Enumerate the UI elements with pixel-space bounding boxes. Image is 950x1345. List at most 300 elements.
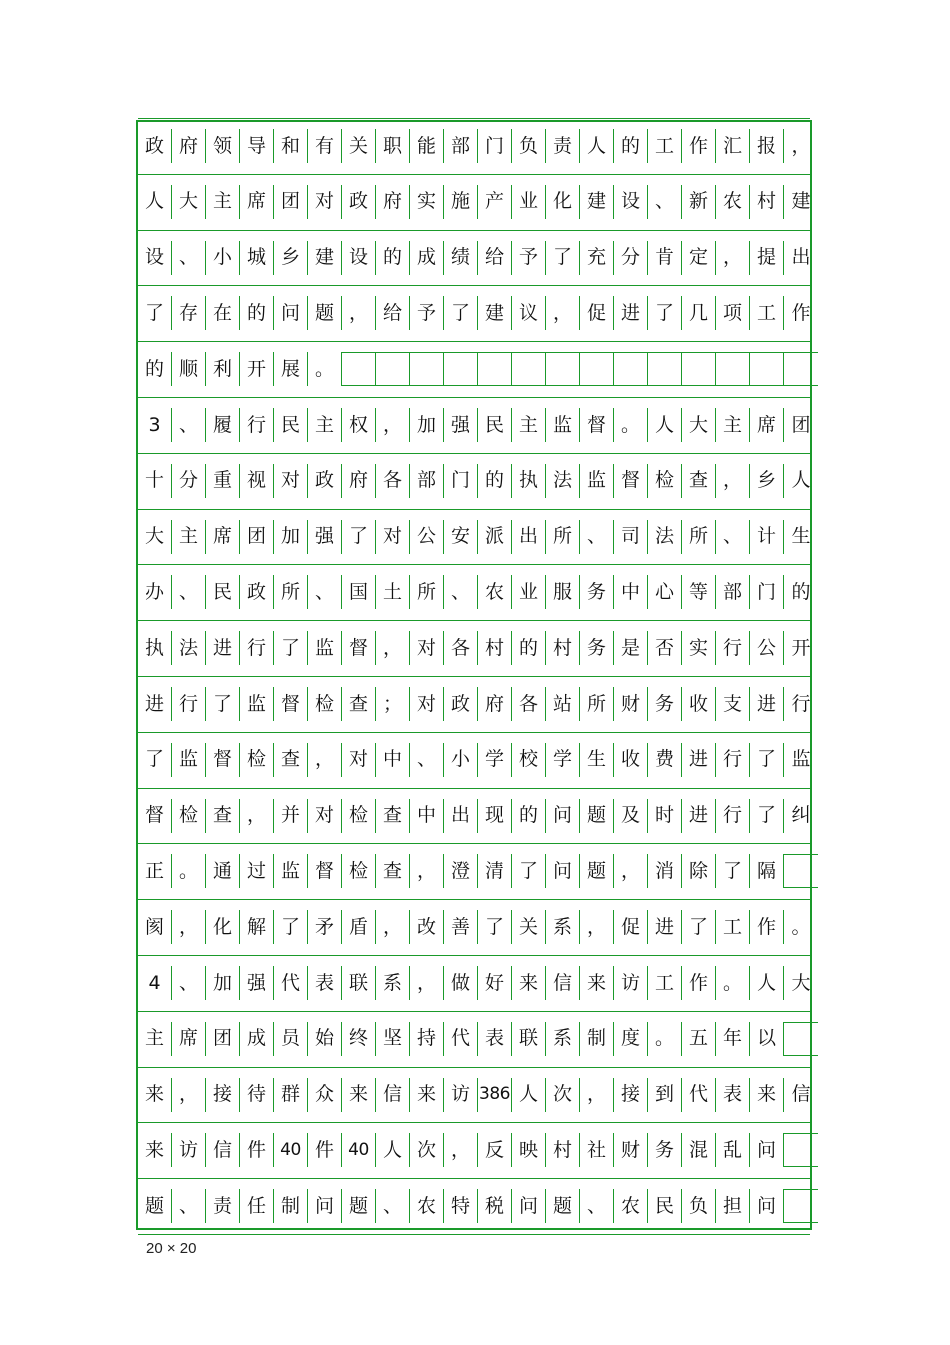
grid-cell: 施	[444, 185, 478, 219]
row-separator	[138, 230, 810, 231]
grid-cell: 领	[206, 129, 240, 163]
grid-cell: 。	[791, 915, 811, 938]
grid-cell: 了	[750, 743, 784, 777]
grid-cell: 访	[444, 1078, 478, 1112]
grid-cell: 门	[478, 129, 512, 163]
grid-cell: 众	[308, 1078, 342, 1112]
grid-cell: 检	[308, 687, 342, 721]
grid-cell: 强	[444, 408, 478, 442]
grid-cell: 部	[410, 464, 444, 498]
grid-cell	[784, 1022, 818, 1056]
grid-cell: 建	[791, 190, 811, 213]
grid-cell: 促	[580, 296, 614, 330]
grid-cell: 件	[240, 1133, 274, 1167]
grid-cell: 能	[410, 129, 444, 163]
grid-cell: 年	[716, 1022, 750, 1056]
row-separator	[138, 732, 810, 733]
row-separator	[138, 1067, 810, 1068]
grid-cell: 问	[274, 296, 308, 330]
grid-cell: 人	[580, 129, 614, 163]
grid-cell: 度	[614, 1022, 648, 1056]
row-separator	[138, 453, 810, 454]
grid-cell: 中	[376, 743, 410, 777]
grid-cell: 、	[580, 520, 614, 554]
grid-cell: 督	[138, 799, 172, 833]
grid-cell: 了	[716, 854, 750, 888]
grid-cell: 制	[274, 1189, 308, 1223]
grid-cell: 部	[716, 575, 750, 609]
grid-row	[138, 352, 818, 386]
grid-cell: 行	[716, 631, 750, 665]
grid-cell: ，	[342, 296, 376, 330]
grid-cell	[784, 1189, 818, 1223]
grid-cell: 成	[240, 1022, 274, 1056]
grid-cell	[784, 1133, 818, 1167]
grid-cell: 部	[444, 129, 478, 163]
grid-cell: 监	[274, 854, 308, 888]
grid-cell: 主	[512, 408, 546, 442]
grid-cell: 清	[478, 854, 512, 888]
grid-cell: 坚	[376, 1022, 410, 1056]
grid-cell: 检	[172, 799, 206, 833]
grid-cell: 访	[614, 966, 648, 1000]
grid-cell: 业	[512, 575, 546, 609]
grid-cell: 工	[750, 296, 784, 330]
grid-cell: 加	[410, 408, 444, 442]
grid-cell: 的	[376, 241, 410, 275]
grid-cell: ，	[172, 1078, 206, 1112]
grid-row	[138, 687, 818, 721]
grid-cell: 出	[791, 246, 811, 269]
row-separator	[138, 118, 810, 119]
grid-cell: 土	[376, 575, 410, 609]
grid-cell: 现	[478, 799, 512, 833]
grid-cell: 来	[512, 966, 546, 1000]
grid-cell	[342, 352, 376, 386]
grid-cell: 来	[138, 1078, 172, 1112]
manuscript-grid	[136, 120, 812, 1230]
row-separator	[138, 341, 810, 342]
grid-cell: 的	[512, 799, 546, 833]
grid-cell: 各	[376, 464, 410, 498]
grid-cell: 农	[410, 1189, 444, 1223]
grid-cell: 对	[410, 687, 444, 721]
grid-cell: 办	[138, 575, 172, 609]
grid-cell: 来	[410, 1078, 444, 1112]
grid-cell: 进	[206, 631, 240, 665]
grid-cell: 出	[444, 799, 478, 833]
grid-cell: 监	[172, 743, 206, 777]
grid-cell: 财	[614, 687, 648, 721]
grid-cell: 汇	[716, 129, 750, 163]
grid-cell: 提	[750, 241, 784, 275]
grid-cell: 了	[682, 910, 716, 944]
grid-cell: 代	[682, 1078, 716, 1112]
grid-row	[138, 520, 818, 554]
grid-cell: 村	[546, 631, 580, 665]
grid-cell: 务	[648, 687, 682, 721]
grid-cell: 。	[716, 966, 750, 1000]
grid-cell: 实	[682, 631, 716, 665]
grid-cell: 业	[512, 185, 546, 219]
grid-cell: 信	[546, 966, 580, 1000]
grid-cell: 支	[716, 687, 750, 721]
grid-cell: 问	[750, 1133, 784, 1167]
grid-cell: 化	[546, 185, 580, 219]
row-separator	[138, 1122, 810, 1123]
grid-cell: 、	[580, 1189, 614, 1223]
grid-cell: 生	[791, 525, 811, 548]
grid-cell: 大	[682, 408, 716, 442]
grid-cell: 派	[478, 520, 512, 554]
grid-cell	[410, 352, 444, 386]
grid-cell: 工	[716, 910, 750, 944]
row-separator	[138, 1234, 810, 1235]
grid-cell: 题	[580, 799, 614, 833]
grid-cell: 题	[138, 1189, 172, 1223]
grid-cell: 设	[342, 241, 376, 275]
grid-cell: 监	[791, 748, 811, 771]
grid-cell: 化	[206, 910, 240, 944]
grid-cell: 和	[274, 129, 308, 163]
grid-cell: 建	[308, 241, 342, 275]
grid-cell: 督	[206, 743, 240, 777]
grid-cell: 题	[342, 1189, 376, 1223]
grid-row	[138, 854, 818, 888]
grid-cell: ，	[410, 854, 444, 888]
grid-cell: 几	[682, 296, 716, 330]
grid-cell: 税	[478, 1189, 512, 1223]
grid-cell: 公	[750, 631, 784, 665]
grid-cell: 任	[240, 1189, 274, 1223]
grid-row	[138, 296, 818, 330]
grid-cell: 村	[478, 631, 512, 665]
grid-cell: 人	[791, 469, 811, 492]
grid-cell: 表	[716, 1078, 750, 1112]
grid-cell: 各	[512, 687, 546, 721]
grid-cell: 代	[274, 966, 308, 1000]
grid-cell	[512, 352, 546, 386]
grid-cell: 4	[138, 966, 172, 1000]
grid-cell: 新	[682, 185, 716, 219]
grid-cell	[614, 352, 648, 386]
grid-cell: 善	[444, 910, 478, 944]
grid-row	[138, 241, 818, 275]
grid-cell: 的	[240, 296, 274, 330]
grid-cell: 所	[410, 575, 444, 609]
grid-cell: 检	[648, 464, 682, 498]
grid-cell: 问	[308, 1189, 342, 1223]
grid-cell: 人	[138, 185, 172, 219]
grid-cell: 查	[682, 464, 716, 498]
row-separator	[138, 1178, 810, 1179]
grid-cell: 督	[614, 464, 648, 498]
grid-cell: 小	[206, 241, 240, 275]
grid-cell: ，	[172, 910, 206, 944]
grid-cell: 利	[206, 352, 240, 386]
grid-cell: 存	[172, 296, 206, 330]
grid-cell: 纠	[791, 804, 811, 827]
grid-cell: 、	[444, 575, 478, 609]
grid-cell: 进	[614, 296, 648, 330]
grid-cell: 民	[478, 408, 512, 442]
grid-cell: 查	[376, 854, 410, 888]
grid-cell: 问	[546, 854, 580, 888]
grid-cell: 的	[614, 129, 648, 163]
grid-cell: 督	[308, 854, 342, 888]
grid-cell: 、	[172, 575, 206, 609]
grid-cell: 绩	[444, 241, 478, 275]
grid-cell: 3	[138, 408, 172, 442]
grid-cell: 负	[512, 129, 546, 163]
row-separator	[138, 955, 810, 956]
grid-cell: 行	[716, 799, 750, 833]
grid-cell: 团	[240, 520, 274, 554]
grid-cell: 特	[444, 1189, 478, 1223]
grid-cell: 到	[648, 1078, 682, 1112]
grid-cell: 加	[274, 520, 308, 554]
grid-cell: 务	[580, 575, 614, 609]
grid-cell: 制	[580, 1022, 614, 1056]
grid-cell: 督	[580, 408, 614, 442]
grid-cell: 政	[138, 129, 172, 163]
grid-cell: 府	[478, 687, 512, 721]
grid-row	[138, 1133, 818, 1167]
grid-row	[138, 966, 818, 1000]
grid-cell: 进	[138, 687, 172, 721]
grid-cell: 有	[308, 129, 342, 163]
grid-cell: 视	[240, 464, 274, 498]
grid-cell: 对	[410, 631, 444, 665]
grid-cell: 监	[546, 408, 580, 442]
grid-cell: 公	[410, 520, 444, 554]
grid-cell: 权	[342, 408, 376, 442]
grid-cell: 农	[478, 575, 512, 609]
grid-cell: 次	[410, 1133, 444, 1167]
grid-cell: 人	[512, 1078, 546, 1112]
grid-cell: 政	[308, 464, 342, 498]
grid-cell: 府	[172, 129, 206, 163]
grid-cell: 席	[172, 1022, 206, 1056]
grid-cell: 担	[716, 1189, 750, 1223]
grid-cell: 责	[206, 1189, 240, 1223]
grid-cell	[376, 352, 410, 386]
grid-cell: 系	[546, 1022, 580, 1056]
grid-row	[138, 185, 818, 219]
row-separator	[138, 174, 810, 175]
grid-cell: 关	[512, 910, 546, 944]
grid-row	[138, 743, 818, 777]
grid-cell: 对	[274, 464, 308, 498]
grid-cell: 报	[750, 129, 784, 163]
grid-cell	[580, 352, 614, 386]
grid-cell: 解	[240, 910, 274, 944]
grid-cell: 检	[342, 799, 376, 833]
grid-cell: 民	[274, 408, 308, 442]
grid-cell: 工	[648, 129, 682, 163]
grid-cell: ；	[376, 687, 410, 721]
grid-cell: 村	[546, 1133, 580, 1167]
grid-cell: 安	[444, 520, 478, 554]
grid-row	[138, 910, 818, 944]
grid-cell: 表	[478, 1022, 512, 1056]
grid-cell: 心	[648, 575, 682, 609]
grid-cell: 费	[648, 743, 682, 777]
grid-cell: ，	[716, 464, 750, 498]
grid-cell	[682, 352, 716, 386]
grid-cell: 议	[512, 296, 546, 330]
grid-cell: 设	[138, 241, 172, 275]
grid-cell: 题	[546, 1189, 580, 1223]
grid-cell: 访	[172, 1133, 206, 1167]
grid-cell: 对	[376, 520, 410, 554]
grid-cell: 时	[648, 799, 682, 833]
grid-cell: 、	[716, 520, 750, 554]
grid-cell: 务	[648, 1133, 682, 1167]
row-separator	[138, 843, 810, 844]
grid-cell: 查	[206, 799, 240, 833]
grid-cell: 小	[444, 743, 478, 777]
grid-cell: 正	[138, 854, 172, 888]
grid-cell: 了	[444, 296, 478, 330]
grid-cell: 、	[172, 1189, 206, 1223]
grid-cell: 务	[580, 631, 614, 665]
grid-cell: 的	[478, 464, 512, 498]
grid-cell: 来	[138, 1133, 172, 1167]
grid-cell: 充	[580, 241, 614, 275]
grid-cell: 站	[546, 687, 580, 721]
grid-cell: ，	[580, 1078, 614, 1112]
grid-cell: 题	[580, 854, 614, 888]
grid-cell: 联	[342, 966, 376, 1000]
grid-cell: 席	[240, 185, 274, 219]
grid-cell: 校	[512, 743, 546, 777]
grid-cell: 服	[546, 575, 580, 609]
grid-cell: 作	[682, 129, 716, 163]
grid-cell: 成	[410, 241, 444, 275]
grid-cell: 进	[682, 799, 716, 833]
grid-cell: 收	[682, 687, 716, 721]
grid-cell: 进	[648, 910, 682, 944]
grid-cell: 实	[410, 185, 444, 219]
grid-cell: 建	[580, 185, 614, 219]
grid-cell: 学	[546, 743, 580, 777]
grid-cell: 中	[614, 575, 648, 609]
grid-cell: 工	[648, 966, 682, 1000]
grid-cell: 团	[274, 185, 308, 219]
grid-cell: 等	[682, 575, 716, 609]
grid-cell: 加	[206, 966, 240, 1000]
grid-cell: 通	[206, 854, 240, 888]
grid-cell: 是	[614, 631, 648, 665]
grid-cell: 人	[750, 966, 784, 1000]
grid-cell: 府	[376, 185, 410, 219]
grid-cell: 设	[614, 185, 648, 219]
grid-row	[138, 1189, 818, 1223]
grid-cell: 社	[580, 1133, 614, 1167]
grid-cell: 来	[750, 1078, 784, 1112]
grid-cell: ，	[791, 134, 811, 157]
grid-cell: 给	[376, 296, 410, 330]
grid-cell: 做	[444, 966, 478, 1000]
grid-cell: 信	[206, 1133, 240, 1167]
grid-cell: ，	[546, 296, 580, 330]
grid-cell	[648, 352, 682, 386]
grid-cell: 农	[716, 185, 750, 219]
grid-cell: 城	[240, 241, 274, 275]
grid-cell: 农	[614, 1189, 648, 1223]
grid-cell: 了	[478, 910, 512, 944]
grid-cell: 的	[791, 580, 811, 603]
grid-cell: 关	[342, 129, 376, 163]
grid-cell: 来	[342, 1078, 376, 1112]
grid-cell: 及	[614, 799, 648, 833]
grid-cell: 混	[682, 1133, 716, 1167]
grid-cell: 十	[138, 464, 172, 498]
grid-cell: ，	[376, 631, 410, 665]
grid-cell: 问	[546, 799, 580, 833]
grid-cell: ，	[376, 408, 410, 442]
grid-cell: 所	[580, 687, 614, 721]
grid-cell: 了	[648, 296, 682, 330]
grid-cell: 主	[172, 520, 206, 554]
grid-cell: 次	[546, 1078, 580, 1112]
grid-cell	[750, 352, 784, 386]
row-separator	[138, 620, 810, 621]
grid-cell: 定	[682, 241, 716, 275]
grid-cell: 的	[512, 631, 546, 665]
row-separator	[138, 397, 810, 398]
grid-cell	[784, 352, 818, 386]
grid-row	[138, 408, 818, 442]
grid-cell: 检	[240, 743, 274, 777]
grid-cell: 。	[648, 1022, 682, 1056]
grid-cell: 。	[308, 352, 342, 386]
grid-row	[138, 1022, 818, 1056]
grid-cell: 了	[138, 743, 172, 777]
grid-cell: ，	[410, 966, 444, 1000]
grid-cell: 问	[750, 1189, 784, 1223]
grid-cell: 门	[750, 575, 784, 609]
grid-cell: 40	[342, 1133, 376, 1167]
grid-cell: 法	[172, 631, 206, 665]
grid-cell: 在	[206, 296, 240, 330]
grid-cell: 、	[172, 241, 206, 275]
grid-cell: 出	[512, 520, 546, 554]
grid-cell: 各	[444, 631, 478, 665]
grid-cell: 展	[274, 352, 308, 386]
grid-cell: 。	[614, 408, 648, 442]
grid-cell: 问	[512, 1189, 546, 1223]
grid-cell: 收	[614, 743, 648, 777]
grid-cell: 民	[206, 575, 240, 609]
grid-cell: 映	[512, 1133, 546, 1167]
grid-cell: 监	[580, 464, 614, 498]
grid-cell: 行	[240, 631, 274, 665]
grid-cell: 村	[750, 185, 784, 219]
row-separator	[138, 509, 810, 510]
grid-cell: 查	[376, 799, 410, 833]
row-separator	[138, 676, 810, 677]
grid-cell: 并	[274, 799, 308, 833]
grid-cell: 、	[648, 185, 682, 219]
grid-cell: 生	[580, 743, 614, 777]
grid-cell: 团	[206, 1022, 240, 1056]
grid-row	[138, 464, 818, 498]
grid-cell: ，	[308, 743, 342, 777]
grid-cell: 了	[206, 687, 240, 721]
grid-cell: 40	[274, 1133, 308, 1167]
